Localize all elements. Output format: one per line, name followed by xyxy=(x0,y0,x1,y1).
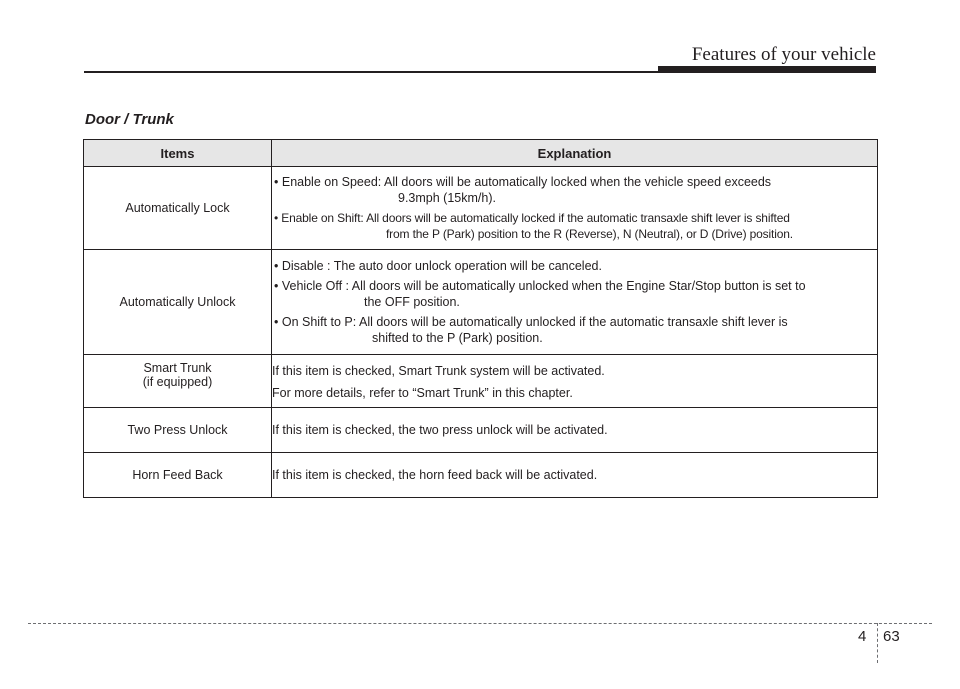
page-number: 63 xyxy=(883,628,900,645)
bullet-item: • Vehicle Off : All doors will be automatically unlocked when the Engine Star/Stop button is set to the OFF position. xyxy=(274,279,806,309)
bullet-item: • On Shift to P: All doors will be automatically unlocked if the automatic transaxle shift lever is shifted to the P (Park) position. xyxy=(274,315,788,345)
footer-rule xyxy=(28,623,932,624)
table-header-row xyxy=(84,140,878,167)
explanation-automatically-unlock xyxy=(272,250,878,355)
item-two-press-unlock: Two Press Unlock xyxy=(84,408,272,453)
column-header-items: Items xyxy=(84,140,272,167)
explanation-automatically-lock xyxy=(272,167,878,250)
bullet-item: • Disable : The auto door unlock operation will be canceled. xyxy=(274,259,602,273)
header-rule xyxy=(84,71,660,73)
item-automatically-lock: Automatically Lock xyxy=(84,167,272,250)
header-rule-accent xyxy=(658,66,876,73)
table-row xyxy=(84,355,878,408)
table-row xyxy=(84,250,878,355)
running-header-title: Features of your vehicle xyxy=(691,44,876,65)
explanation-horn-feed-back: If this item is checked, the horn feed back will be activated. xyxy=(272,453,878,498)
chapter-number: 4 xyxy=(858,628,867,645)
section-title: Door / Trunk xyxy=(85,111,174,128)
door-trunk-settings-table xyxy=(83,139,878,498)
bullet-item: • Enable on Shift: All doors will be automatically locked if the automatic transaxle shift lever is shifted from the P (Park) position to the R (Reverse), N (Neutral), or D (Drive) position. xyxy=(274,211,793,241)
item-automatically-unlock: Automatically Unlock xyxy=(84,250,272,355)
page-number-divider xyxy=(877,623,878,663)
column-header-explanation: Explanation xyxy=(272,140,878,167)
table-row xyxy=(84,408,878,453)
explanation-two-press-unlock: If this item is checked, the two press unlock will be activated. xyxy=(272,408,878,453)
table-row xyxy=(84,453,878,498)
item-note: (if equipped) xyxy=(142,375,213,389)
explanation-smart-trunk: If this item is checked, Smart Trunk system will be activated. For more details, refer to “Smart Trunk” in this chapter. xyxy=(272,355,878,408)
item-smart-trunk: Smart Trunk (if equipped) xyxy=(84,355,272,408)
table-row xyxy=(84,167,878,250)
bullet-item: • Enable on Speed: All doors will be automatically locked when the vehicle speed exceeds 9.3mph (15km/h). xyxy=(274,175,772,205)
item-horn-feed-back: Horn Feed Back xyxy=(84,453,272,498)
